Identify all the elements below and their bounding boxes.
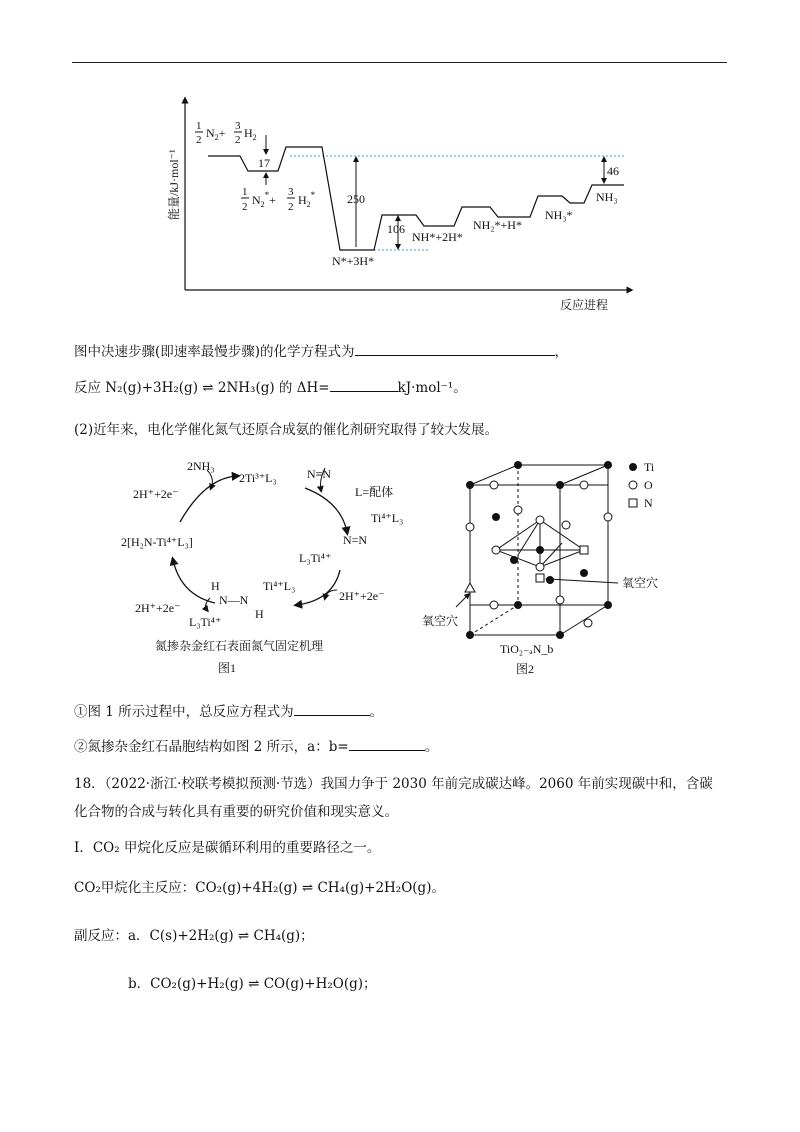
problem-18-line1: 18．（2022·浙江·校联考模拟预测·节选）我国力争于 2030 年前完成碳达峰。2060 年前实现碳中和，含碳 (74, 776, 713, 792)
svg-text:N=N: N=N (343, 533, 368, 547)
svg-text:N2*+: $N_2^*+$ (252, 190, 276, 209)
svg-text:2: 2 (235, 134, 241, 146)
paragraph-2: (2)近年来，电化学催化氮气还原合成氨的催化剂研究取得了较大发展。 (74, 422, 499, 438)
question-ratio: ②氮掺杂金红石晶胞结构如图 2 所示，a：b= 。 (74, 739, 439, 755)
figure2-label: 图2 (516, 662, 535, 676)
question-delta-h: 反应 N₂(g)+3H₂(g) ⇌ 2NH₃(g) 的 ΔH= kJ·mol⁻¹。 (74, 380, 467, 396)
label-nh3: NH₃ (596, 190, 618, 204)
problem-18-line2: 化合物的合成与转化具有重要的研究价值和现实意义。 (74, 804, 398, 820)
crystal-formula: TiO₂₋ₐN_b (500, 642, 554, 656)
svg-text:3: 3 (288, 186, 294, 198)
label-ti-r1: Ti⁴⁺L₃ (371, 511, 404, 525)
answer-blank-1[interactable] (355, 343, 555, 356)
value-106: 106 (387, 222, 405, 236)
svg-text:1: 1 (196, 120, 202, 132)
label-complex-left: 2[H₂N-Ti⁴⁺L₃] (121, 535, 193, 549)
answer-blank-2[interactable] (330, 379, 398, 392)
svg-text:H2: $H_2$ (244, 126, 257, 142)
value-250: 250 (347, 192, 365, 206)
legend-n: N (644, 496, 653, 510)
svg-text:N—N: N—N (219, 593, 249, 607)
label-ti-top: 2Ti³⁺L₃ (239, 471, 277, 485)
svg-text:N2+: $N_2+$ (206, 126, 226, 142)
figure1-label: 图1 (218, 661, 237, 675)
question-rate-step: 图中决速步骤(即速率最慢步骤)的化学方程式为 ， (74, 344, 569, 360)
vacancy-label-right: 氧空穴 (622, 576, 659, 590)
energy-diagram (160, 95, 660, 320)
rutile-crystal-cell (418, 455, 688, 680)
vacancy-label-left: 氧空穴 (422, 614, 459, 628)
section-1-heading: Ⅰ．CO₂ 甲烷化反应是碳循环利用的重要路径之一。 (74, 840, 381, 856)
nitrogen-fixation-cycle (115, 450, 415, 680)
label-ligand: L=配体 (355, 485, 394, 499)
legend-ti: Ti (644, 460, 655, 474)
question-total-reaction: ①图 1 所示过程中，总反应方程式为 。 (74, 704, 384, 720)
main-reaction: CO₂甲烷化主反应：CO₂(g)+4H₂(g) ⇌ CH₄(g)+2H₂O(g)。 (74, 880, 445, 896)
label-2nh3: 2NH₃ (187, 459, 215, 473)
label-h-right: 2H⁺+2e⁻ (339, 589, 385, 603)
figure1-caption: 氮掺杂金红石表面氮气固定机理 (155, 639, 324, 653)
label-nh2-h: NH₂*+H* (473, 218, 522, 232)
label-h-left: 2H⁺+2e⁻ (135, 601, 181, 615)
answer-blank-4[interactable] (349, 738, 425, 751)
label-n2: N≡N (307, 467, 332, 481)
value-46: 46 (607, 164, 619, 178)
svg-text:H2*: $H_2^*$ (298, 190, 316, 209)
value-17: 17 (258, 156, 270, 170)
side-reaction-a: 副反应：a．C(s)+2H₂(g) ⇌ CH₄(g)； (74, 928, 314, 944)
label-nh-2h: NH*+2H* (412, 230, 463, 244)
svg-text:1: 1 (242, 186, 248, 198)
svg-text:2: 2 (196, 134, 202, 146)
svg-text:H: H (255, 607, 264, 621)
svg-text:H: H (211, 579, 220, 593)
svg-text:2: 2 (288, 201, 294, 213)
label-h-top: 2H⁺+2e⁻ (133, 487, 179, 501)
side-reaction-b: b．CO₂(g)+H₂(g) ⇌ CO(g)+H₂O(g)； (128, 976, 377, 992)
svg-text:2: 2 (242, 201, 248, 213)
label-nh3-ads: NH₃* (545, 208, 573, 222)
y-axis-label: 能量/kJ·mol⁻¹ (167, 149, 181, 220)
label-ti-b2: L₃Ti⁴⁺ (189, 615, 222, 629)
answer-blank-3[interactable] (294, 703, 370, 716)
legend-o: O (644, 478, 653, 492)
label-ti-r2: L₃Ti⁴⁺ (299, 551, 332, 565)
x-axis-label: 反应进程 (560, 298, 609, 312)
top-rule (72, 62, 727, 63)
svg-text:3: 3 (235, 120, 241, 132)
label-ti-b1: Ti⁴⁺L₃ (263, 579, 296, 593)
label-n-3h: N*+3H* (332, 254, 375, 268)
